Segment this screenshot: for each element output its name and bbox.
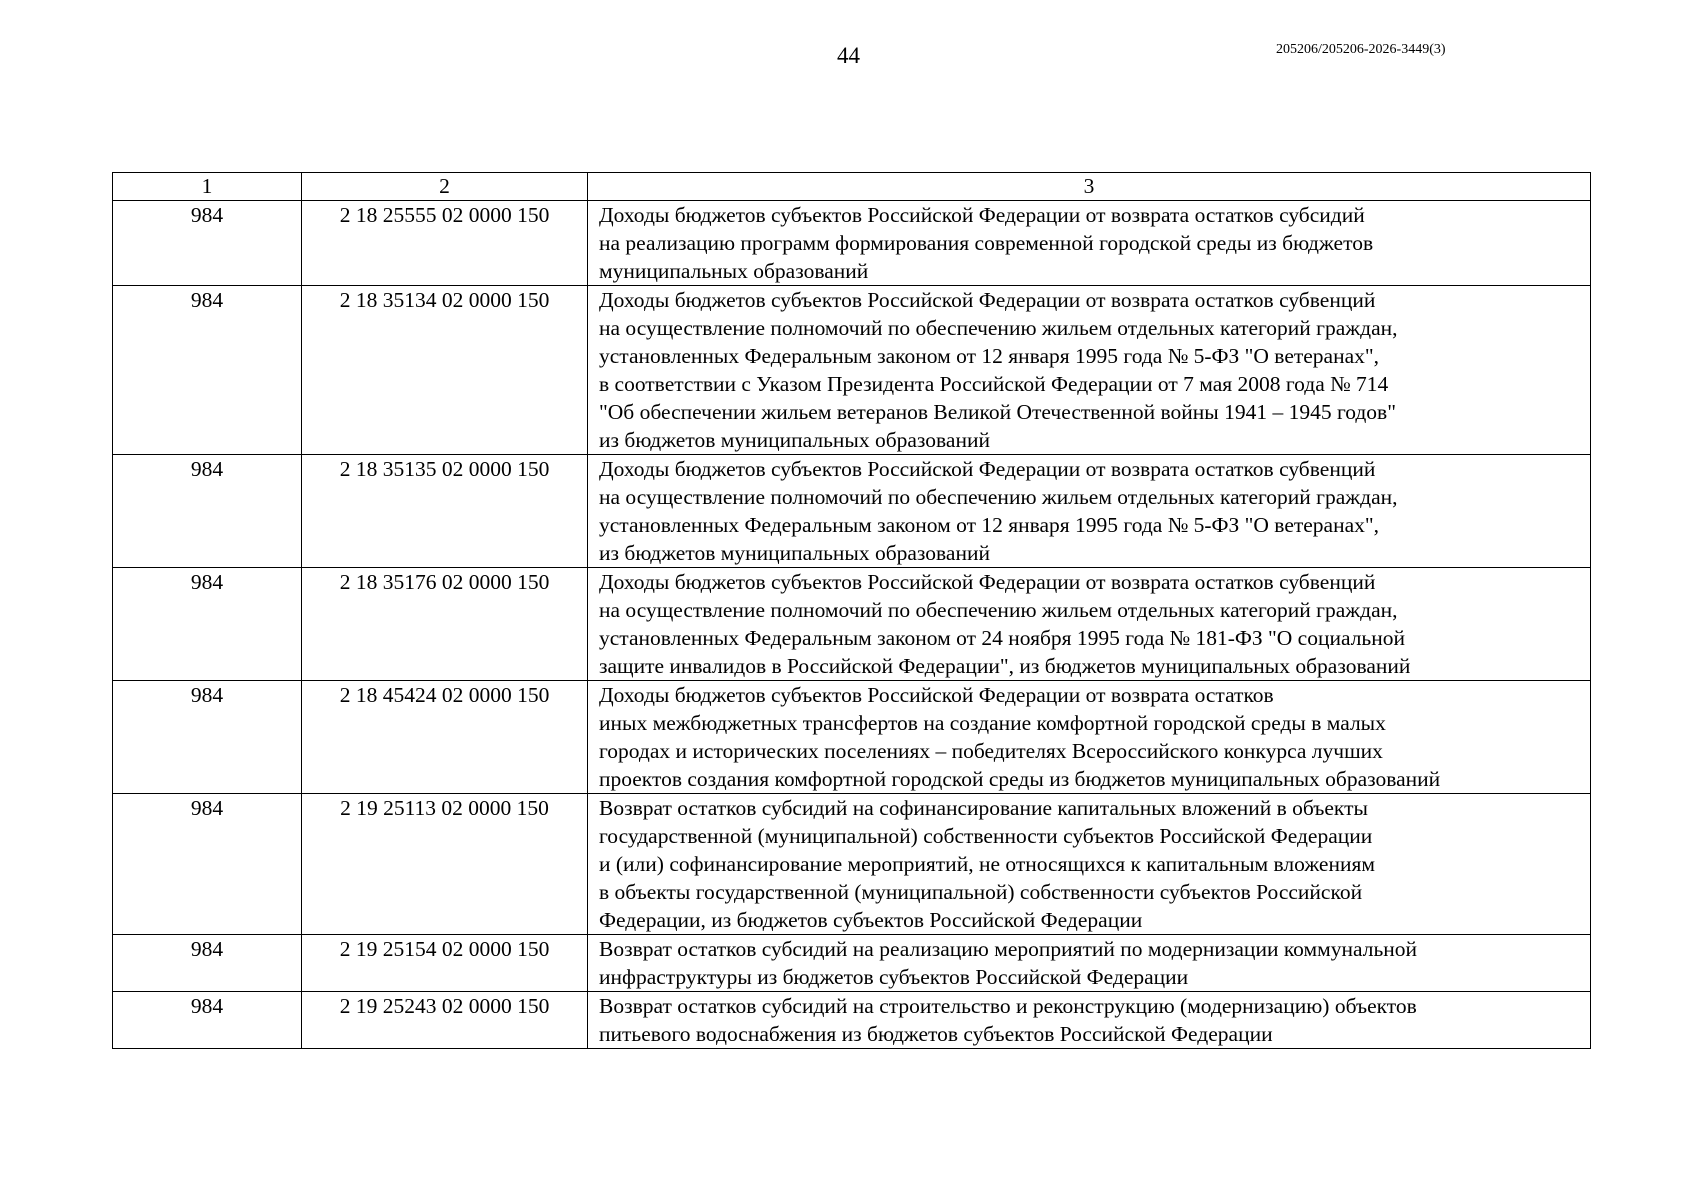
description-line: государственной (муниципальной) собственности субъектов Российской Федерации: [599, 824, 1373, 848]
description-cell: [588, 794, 1591, 935]
description-line: и (или) софинансирование мероприятий, не относящихся к капитальным вложениям: [599, 852, 1375, 876]
description-line: Возврат остатков субсидий на реализацию мероприятий по модернизации коммунальной: [599, 937, 1418, 961]
budget-code-cell: 2 19 25113 02 0000 150: [302, 794, 588, 935]
budget-code-cell: 2 18 25555 02 0000 150: [302, 201, 588, 286]
budget-code-cell: 2 19 25243 02 0000 150: [302, 992, 588, 1049]
description-cell: [588, 201, 1591, 286]
table-row: [113, 681, 1591, 794]
table-header-row: [113, 173, 1591, 201]
description-line: Доходы бюджетов субъектов Российской Федерации от возврата остатков субсидий: [599, 203, 1365, 227]
budget-code-cell: 2 18 45424 02 0000 150: [302, 681, 588, 794]
description-line: на осуществление полномочий по обеспечению жильем отдельных категорий граждан,: [599, 598, 1398, 622]
admin-code-cell: 984: [113, 568, 302, 681]
table-row: [113, 568, 1591, 681]
admin-code-cell: 984: [113, 201, 302, 286]
admin-code-cell: 984: [113, 286, 302, 455]
description-line: инфраструктуры из бюджетов субъектов Российской Федерации: [599, 965, 1189, 989]
budget-code-cell: 2 18 35135 02 0000 150: [302, 455, 588, 568]
description-line: на осуществление полномочий по обеспечению жильем отдельных категорий граждан,: [599, 485, 1398, 509]
table-row: [113, 992, 1591, 1049]
table-header: [113, 173, 1591, 201]
description-line: Доходы бюджетов субъектов Российской Федерации от возврата остатков субвенций: [599, 457, 1376, 481]
description-cell: [588, 286, 1591, 455]
description-cell: [588, 935, 1591, 992]
description-line: Доходы бюджетов субъектов Российской Федерации от возврата остатков: [599, 683, 1274, 707]
column-header-3: 3: [588, 173, 1591, 201]
admin-code-cell: 984: [113, 935, 302, 992]
budget-code-cell: 2 19 25154 02 0000 150: [302, 935, 588, 992]
description-line: "Об обеспечении жильем ветеранов Великой Отечественной войны 1941 – 1945 годов": [599, 400, 1396, 424]
description-line: питьевого водоснабжения из бюджетов субъектов Российской Федерации: [599, 1022, 1273, 1046]
description-line: Возврат остатков субсидий на софинансирование капитальных вложений в объекты: [599, 796, 1368, 820]
column-header-2: 2: [302, 173, 588, 201]
table-row: [113, 935, 1591, 992]
table-row: [113, 286, 1591, 455]
budget-code-cell: 2 18 35134 02 0000 150: [302, 286, 588, 455]
table-row: [113, 201, 1591, 286]
page-number: 44: [837, 43, 860, 68]
description-line: иных межбюджетных трансфертов на создание комфортной городской среды в малых: [599, 711, 1386, 735]
description-line: Доходы бюджетов субъектов Российской Федерации от возврата остатков субвенций: [599, 570, 1376, 594]
description-line: установленных Федеральным законом от 12 января 1995 года № 5-ФЗ "О ветеранах",: [599, 513, 1380, 537]
admin-code-cell: 984: [113, 681, 302, 794]
description-line: установленных Федеральным законом от 12 января 1995 года № 5-ФЗ "О ветеранах",: [599, 344, 1380, 368]
admin-code-cell: 984: [113, 992, 302, 1049]
column-header-1: 1: [113, 173, 302, 201]
description-line: городах и исторических поселениях – победителях Всероссийского конкурса лучших: [599, 739, 1383, 763]
description-line: установленных Федеральным законом от 24 ноября 1995 года № 181-ФЗ "О социальной: [599, 626, 1405, 650]
admin-code-cell: 984: [113, 794, 302, 935]
description-line: муниципальных образований: [599, 259, 869, 283]
description-line: на осуществление полномочий по обеспечению жильем отдельных категорий граждан,: [599, 316, 1398, 340]
description-line: из бюджетов муниципальных образований: [599, 428, 990, 452]
table-body: [113, 201, 1591, 1049]
description-cell: [588, 455, 1591, 568]
table-row: [113, 794, 1591, 935]
description-line: Федерации, из бюджетов субъектов Российской Федерации: [599, 908, 1143, 932]
description-line: защите инвалидов в Российской Федерации", из бюджетов муниципальных образований: [599, 654, 1411, 678]
description-line: проектов создания комфортной городской среды из бюджетов муниципальных образований: [599, 767, 1441, 791]
description-cell: [588, 568, 1591, 681]
description-line: на реализацию программ формирования современной городской среды из бюджетов: [599, 231, 1374, 255]
budget-code-cell: 2 18 35176 02 0000 150: [302, 568, 588, 681]
document-code: 205206/205206-2026-3449(3): [1276, 42, 1446, 57]
description-line: Возврат остатков субсидий на строительство и реконструкцию (модернизацию) объектов: [599, 994, 1417, 1018]
description-cell: [588, 992, 1591, 1049]
description-line: из бюджетов муниципальных образований: [599, 541, 990, 565]
description-line: Доходы бюджетов субъектов Российской Федерации от возврата остатков субвенций: [599, 288, 1376, 312]
admin-code-cell: 984: [113, 455, 302, 568]
description-line: в соответствии с Указом Президента Российской Федерации от 7 мая 2008 года № 714: [599, 372, 1389, 396]
description-line: в объекты государственной (муниципальной) собственности субъектов Российской: [599, 880, 1363, 904]
table-row: [113, 455, 1591, 568]
description-cell: [588, 681, 1591, 794]
budget-classification-table: [112, 172, 1591, 1049]
